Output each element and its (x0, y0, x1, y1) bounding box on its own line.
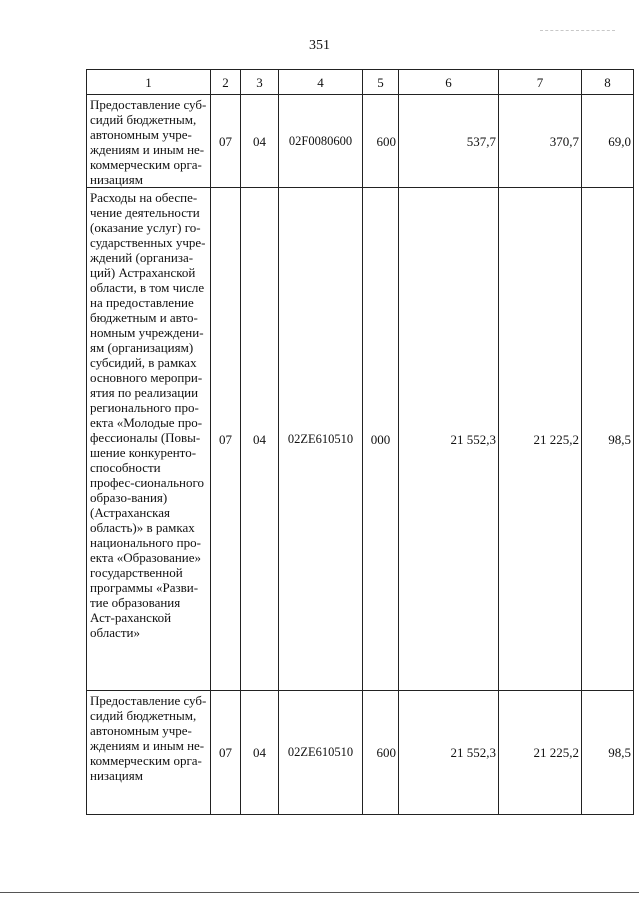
row-description: Расходы на обеспе-чение деятельности (оказание услуг) го-сударственных учре-ждений (организа-ций) Астраханской области, в том числе на предоставление бюджетным и авто-номным учреждени-ям (организациям) субсидий, в рамках основного меропри-ятия по реализации регионального про-екта «Молодые про-фессионалы (Повы-шение конкуренто-способности профес-сионального образо-вания) (Астраханская область)» в рамках национального про-екта «Образование» государственной программы «Разви-тие образования Аст-раханской области» (87, 188, 211, 691)
budget-table (86, 69, 634, 815)
row-expense-type: 600 (363, 691, 399, 815)
row-subsection: 04 (241, 691, 279, 815)
row-subsection: 04 (241, 188, 279, 691)
row-section: 07 (211, 95, 241, 188)
table-header-row (87, 70, 634, 95)
page-bottom-rule (0, 892, 639, 893)
row-subsection: 04 (241, 95, 279, 188)
row-actual: 21 225,2 (499, 691, 582, 815)
row-expense-type: 600 (363, 95, 399, 188)
column-header: 3 (241, 70, 279, 95)
table-row (87, 691, 634, 815)
row-actual: 370,7 (499, 95, 582, 188)
row-target-article: 02F0080600 (279, 95, 363, 188)
column-header: 8 (582, 70, 634, 95)
row-expense-type: 000 (363, 188, 399, 691)
row-plan: 21 552,3 (399, 188, 499, 691)
page-number: 351 (309, 38, 330, 53)
row-actual: 21 225,2 (499, 188, 582, 691)
row-section: 07 (211, 691, 241, 815)
row-plan: 537,7 (399, 95, 499, 188)
column-header: 5 (363, 70, 399, 95)
row-target-article: 02ZE610510 (279, 188, 363, 691)
row-plan: 21 552,3 (399, 691, 499, 815)
row-description: Предоставление суб-сидий бюджетным, автономным учре-ждениям и иным не-коммерческим орга-низациям (87, 691, 211, 815)
row-description: Предоставление суб-сидий бюджетным, автономным учре-ждениям и иным не-коммерческим орга-низациям (87, 95, 211, 188)
scan-artifact-line (540, 30, 615, 32)
column-header: 6 (399, 70, 499, 95)
row-percent: 69,0 (582, 95, 634, 188)
column-header: 4 (279, 70, 363, 95)
column-header: 1 (87, 70, 211, 95)
row-target-article: 02ZE610510 (279, 691, 363, 815)
column-header: 2 (211, 70, 241, 95)
row-percent: 98,5 (582, 691, 634, 815)
table-row (87, 95, 634, 188)
row-percent: 98,5 (582, 188, 634, 691)
table-row (87, 188, 634, 691)
row-section: 07 (211, 188, 241, 691)
column-header: 7 (499, 70, 582, 95)
